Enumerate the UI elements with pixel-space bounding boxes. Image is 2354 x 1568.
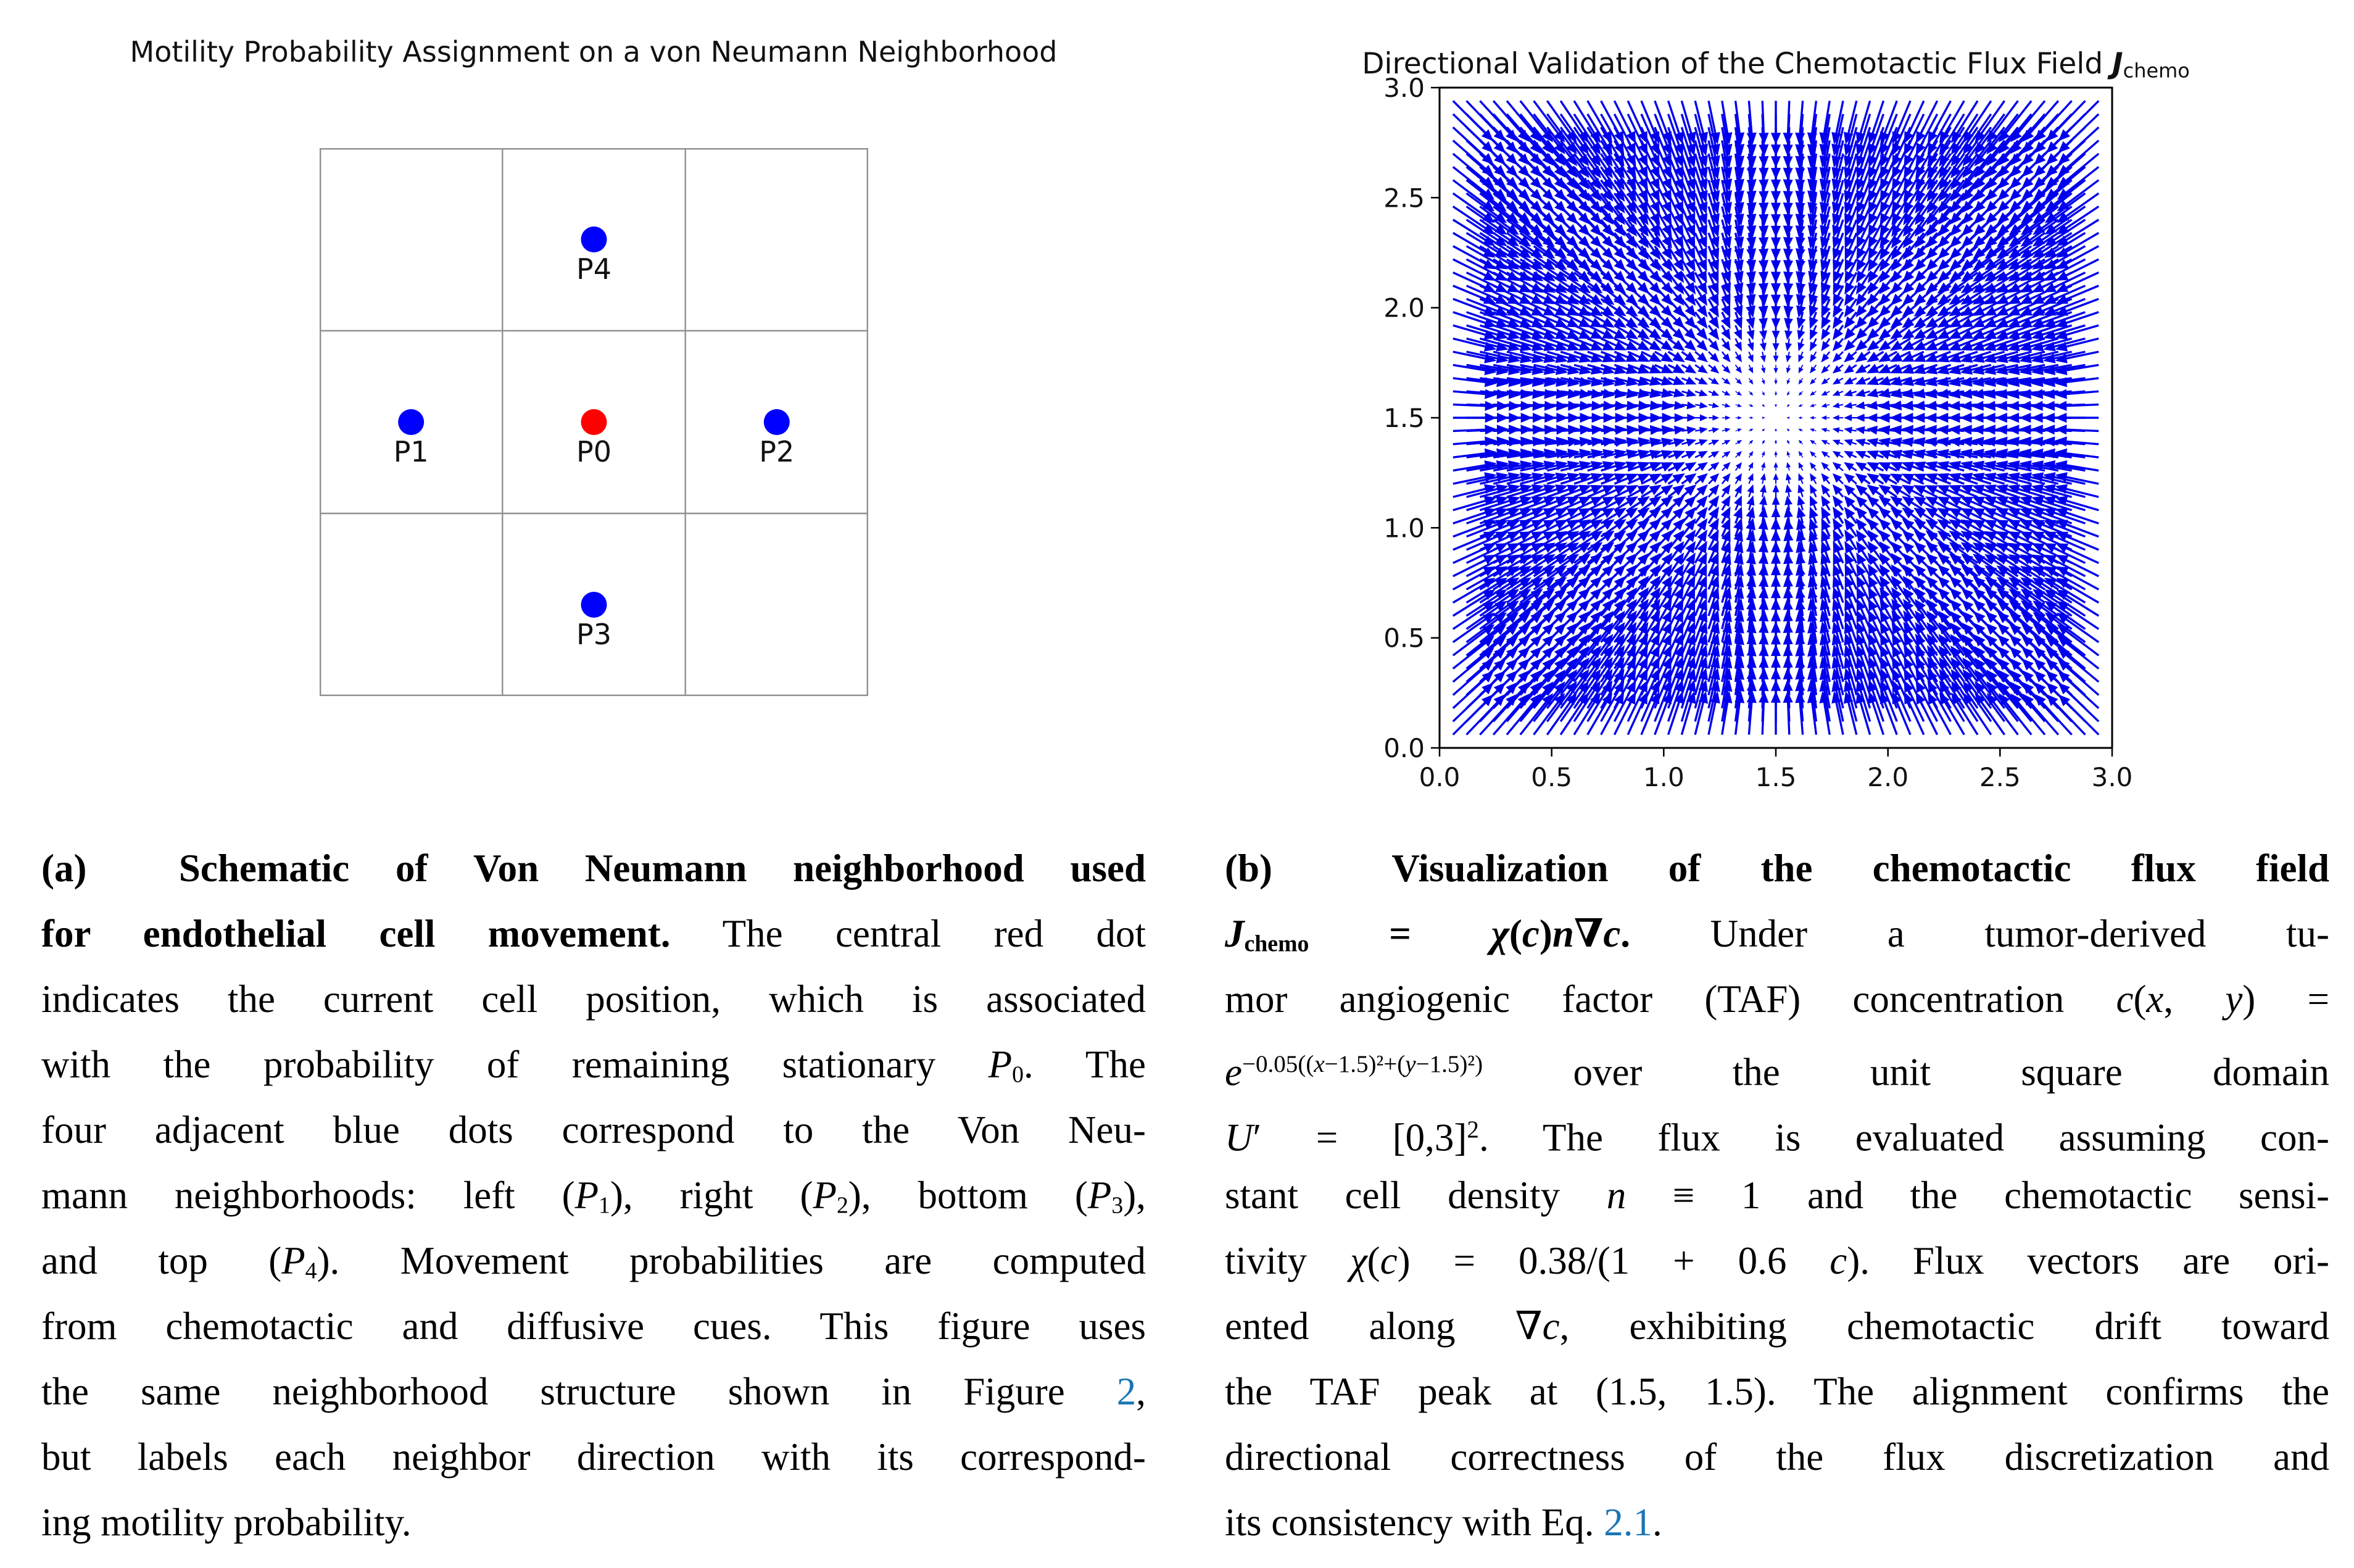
quiver-plot xyxy=(1364,74,2172,827)
caption-b xyxy=(1225,836,2329,1555)
caption-line xyxy=(1225,1293,2329,1359)
text-run: ented along ∇ xyxy=(1225,1305,1543,1348)
text-run: 3 xyxy=(1111,1192,1124,1219)
marker-label-P4: P4 xyxy=(576,252,612,286)
text-run: stant cell density xyxy=(1225,1174,1607,1217)
text-run: n xyxy=(1606,1174,1627,1217)
text-run: . The flux is evaluated assuming con- xyxy=(1478,1116,2329,1159)
caption-a xyxy=(41,836,1146,1555)
text-run: 2 xyxy=(1467,1116,1479,1143)
caption-line xyxy=(41,1032,1146,1097)
cell-markers xyxy=(394,226,795,651)
text-run: mann neighborhoods: left ( xyxy=(41,1174,575,1217)
svg-text:2.0: 2.0 xyxy=(1867,762,1909,792)
von-neumann-grid-plot xyxy=(320,148,868,696)
text-run: , xyxy=(2163,977,2226,1021)
caption-line xyxy=(41,1424,1146,1490)
text-run: but labels each neighbor direction with its correspond- xyxy=(41,1435,1146,1479)
text-run: = xyxy=(1309,912,1491,955)
text-run: and top ( xyxy=(41,1239,282,1282)
text-run: y xyxy=(1405,1051,1416,1077)
text-run: c xyxy=(1522,912,1540,955)
caption-line xyxy=(1225,966,2329,1032)
caption-line xyxy=(41,1359,1146,1424)
marker-P4 xyxy=(581,226,607,252)
svg-text:3.0: 3.0 xyxy=(2091,762,2133,792)
caption-line xyxy=(41,836,1146,901)
svg-text:2.5: 2.5 xyxy=(1383,183,1425,214)
flux-symbol-subscript: chemo xyxy=(2123,59,2190,83)
caption-line xyxy=(41,901,1146,966)
text-run: chemo xyxy=(1244,931,1309,957)
text-run: −0.05(( xyxy=(1241,1051,1314,1077)
y-tick-labels xyxy=(1383,74,1425,763)
svg-text:1.5: 1.5 xyxy=(1755,762,1797,792)
text-run: e xyxy=(1225,1050,1242,1094)
text-run: Under a tumor-derived tu- xyxy=(1630,912,2330,955)
text-run: U xyxy=(1225,1116,1253,1159)
text-run: J xyxy=(1225,912,1245,955)
text-run: ing motility probability. xyxy=(41,1501,412,1544)
caption-line xyxy=(1225,901,2329,966)
text-run: ( xyxy=(1509,912,1522,955)
caption-line xyxy=(41,1228,1146,1293)
marker-P0 xyxy=(581,409,607,435)
text-run: P xyxy=(813,1174,837,1217)
text-run: ) = 0.38/(1 + 0.6 xyxy=(1397,1239,1830,1282)
caption-line xyxy=(41,966,1146,1032)
text-run: its consistency with Eq. xyxy=(1225,1501,1604,1544)
marker-P3 xyxy=(581,592,607,618)
panel-a-title: Motility Probability Assignment on a von Neumann Neighborhood xyxy=(130,35,1058,68)
flux-symbol-J: J xyxy=(2112,47,2123,81)
text-run: −1.5)²+( xyxy=(1324,1051,1406,1077)
text-run: over the unit square domain xyxy=(1483,1050,2329,1094)
svg-text:1.0: 1.0 xyxy=(1383,513,1425,544)
svg-text:0.0: 0.0 xyxy=(1419,762,1461,792)
text-run: four adjacent blue dots correspond to the Von Neu- xyxy=(41,1108,1146,1151)
text-run: . The xyxy=(1023,1043,1146,1086)
text-run: ≡ 1 and the chemotactic sensi- xyxy=(1626,1174,2330,1217)
text-run: . xyxy=(1620,912,1631,955)
text-run: ( xyxy=(1367,1239,1380,1282)
caption-line xyxy=(41,1490,1146,1555)
eq-2-1-link[interactable]: 2.1 xyxy=(1604,1501,1652,1544)
text-run: c xyxy=(1603,912,1621,955)
text-run: ), xyxy=(1123,1174,1146,1217)
text-run: ∇ xyxy=(1573,912,1604,955)
caption-line xyxy=(1225,1228,2329,1293)
svg-text:1.5: 1.5 xyxy=(1383,403,1425,433)
text-run: ( xyxy=(2133,977,2147,1021)
text-run: 2 xyxy=(836,1192,848,1219)
text-run: mor angiogenic factor (TAF) concentration xyxy=(1225,977,2116,1021)
marker-P2 xyxy=(764,409,790,435)
caption-line xyxy=(1225,1424,2329,1490)
text-run: ). Flux vectors are ori- xyxy=(1847,1239,2330,1282)
marker-label-P1: P1 xyxy=(393,435,429,468)
flux-arrows xyxy=(1453,101,2099,734)
svg-text:0.5: 0.5 xyxy=(1531,762,1573,792)
caption-line xyxy=(1225,1359,2329,1424)
svg-text:0.0: 0.0 xyxy=(1383,733,1425,763)
text-run: the TAF peak at (1.5, 1.5). The alignment confirms the xyxy=(1225,1370,2329,1413)
marker-P1 xyxy=(398,409,424,435)
text-run: y xyxy=(2225,977,2243,1021)
text-run: the same neighborhood structure shown in Figure xyxy=(41,1370,1117,1413)
text-run: ), bottom ( xyxy=(848,1174,1088,1217)
text-run: x xyxy=(1314,1051,1325,1077)
text-run: for endothelial cell movement. xyxy=(41,912,671,955)
text-run: c xyxy=(1380,1239,1398,1282)
marker-label-P0: P0 xyxy=(576,435,612,468)
text-run: P xyxy=(281,1239,305,1282)
caption-line xyxy=(41,1293,1146,1359)
text-run: 4 xyxy=(305,1258,317,1284)
marker-label-P3: P3 xyxy=(576,618,612,651)
text-run: P xyxy=(1087,1174,1112,1217)
x-axis-ticks xyxy=(1440,748,2112,757)
y-axis-ticks xyxy=(1431,88,1440,748)
text-run: . xyxy=(1652,1501,1662,1544)
caption-line xyxy=(1225,1163,2329,1228)
caption-line xyxy=(1225,836,2329,901)
panel-b-title-text: Directional Validation of the Chemotactic Flux Field xyxy=(1362,47,2113,81)
text-run: indicates the current cell position, which is associated xyxy=(41,977,1146,1021)
text-run: c xyxy=(2116,977,2134,1021)
text-run: ) xyxy=(1539,912,1552,955)
text-run: ). Movement probabilities are computed xyxy=(317,1239,1146,1282)
text-run: χ xyxy=(1491,912,1509,955)
caption-line xyxy=(1225,1490,2329,1555)
text-run: c xyxy=(1542,1305,1560,1348)
text-run: ), right ( xyxy=(610,1174,813,1217)
caption-line xyxy=(1225,1032,2329,1097)
caption-line xyxy=(41,1163,1146,1228)
text-run: x xyxy=(2146,977,2164,1021)
svg-text:2.0: 2.0 xyxy=(1383,292,1425,323)
text-run: χ xyxy=(1349,1239,1367,1282)
text-run: from chemotactic and diffusive cues. This figure uses xyxy=(41,1305,1146,1348)
text-run: (a) Schematic of Von Neumann neighborhood used xyxy=(41,847,1146,890)
text-run: n xyxy=(1552,912,1574,955)
text-run: with the probability of remaining stationary xyxy=(41,1043,988,1086)
text-run: P xyxy=(988,1043,1013,1086)
x-tick-labels xyxy=(1419,762,2133,792)
text-run: tivity xyxy=(1225,1239,1350,1282)
text-run: directional correctness of the flux discretization and xyxy=(1225,1435,2329,1479)
text-run: c xyxy=(1830,1239,1847,1282)
text-run: 0 xyxy=(1012,1061,1024,1088)
text-run: (b) Visualization of the chemotactic flux field xyxy=(1225,847,2329,890)
figure-2-link[interactable]: 2 xyxy=(1116,1370,1137,1413)
text-run: −1.5)²) xyxy=(1415,1051,1483,1077)
caption-line xyxy=(1225,1097,2329,1163)
svg-text:0.5: 0.5 xyxy=(1383,623,1425,653)
text-run: ) = xyxy=(2242,977,2329,1021)
svg-text:3.0: 3.0 xyxy=(1383,74,1425,103)
marker-label-P2: P2 xyxy=(759,435,795,468)
text-run: ′ = [0,3] xyxy=(1253,1116,1467,1159)
text-run: 1 xyxy=(599,1192,610,1219)
text-run: , xyxy=(1136,1370,1146,1413)
text-run: P xyxy=(574,1174,599,1217)
text-run: , exhibiting chemotactic drift toward xyxy=(1559,1305,2329,1348)
svg-text:1.0: 1.0 xyxy=(1643,762,1685,792)
svg-text:2.5: 2.5 xyxy=(1979,762,2021,792)
caption-line xyxy=(41,1097,1146,1163)
text-run: The central red dot xyxy=(670,912,1146,955)
